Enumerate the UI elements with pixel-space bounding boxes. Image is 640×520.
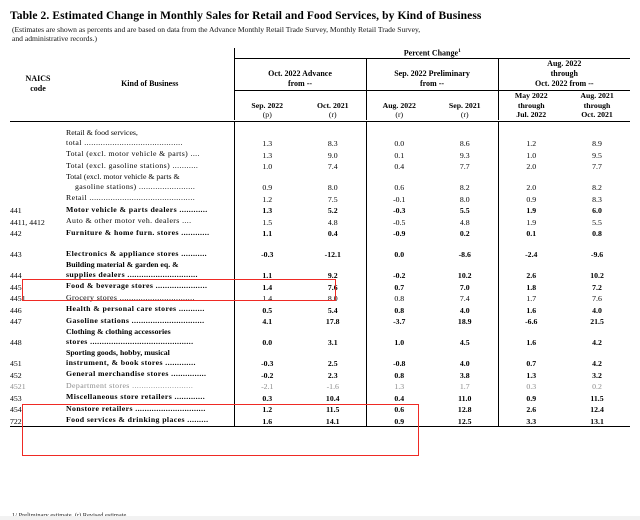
column-header-oct-2021: Oct. 2021 (r) bbox=[316, 100, 349, 120]
table-row: 442 Furniture & home furn. stores ............ 1.1 0.4 -0.9 0.2 0.1 0.8 bbox=[10, 227, 602, 238]
page-title: Table 2. Estimated Change in Monthly Sales for Retail and Food Services, by Kind of Business bbox=[10, 10, 482, 22]
table-body bbox=[10, 127, 630, 429]
table-row: 722 Food services & drinking places ......... 1.6 14.1 0.9 12.5 3.3 13.1 bbox=[10, 415, 604, 426]
subtitle-line-1: (Estimates are shown as percents and are based on data from the Advance Monthly Retail Trade Survey, Monthly Retail Trade Survey, bbox=[12, 25, 421, 34]
column-header-aug-2022: Aug. 2022 (r) bbox=[366, 90, 432, 120]
table-row: 443 Electronics & appliance stores ........... -0.3 -12.1 0.0 -8.6 -2.4 -9.6 bbox=[10, 238, 630, 259]
column-header-sep-2022: Sep. 2022 (p) bbox=[234, 90, 300, 120]
kind-of-business-header: Kind of Business bbox=[121, 79, 179, 89]
table-bottom-rule bbox=[10, 426, 630, 429]
percent-change-footnote-marker: 1 bbox=[458, 47, 461, 54]
table-row: 4451 Grocery stores ................................ 1.4 8.0 0.8 7.4 1.7 7.6 bbox=[10, 292, 602, 303]
column-header-may-2022-through-jul-2022: May 2022 through Jul. 2022 bbox=[498, 90, 564, 120]
table-row: 448 Clothing & clothing accessories stores ............................................ 0.0 3.1 1.0 4.5 1.6 4.2 bbox=[10, 326, 602, 347]
table-row: Total (excl. motor vehicle & parts) .... 1.3 9.0 0.1 9.3 1.0 9.5 bbox=[66, 149, 602, 160]
naics-code-header: NAICS code bbox=[25, 73, 51, 93]
table-row: 444 Building material & garden eq. & supplies dealers .............................. 1.1 9.2 -0.2 10.2 2.6 10.2 bbox=[10, 259, 604, 280]
table-row: 4411, 4412 Auto & other motor veh. dealers .... 1.5 4.8 -0.5 4.8 1.9 5.5 bbox=[10, 216, 602, 227]
table-row: 4521 Department stores .......................... -2.1 -1.6 1.3 1.7 0.3 0.2 bbox=[10, 380, 602, 391]
table-row: 453 Miscellaneous store retailers ............. 0.3 10.4 0.4 11.0 0.9 11.5 bbox=[10, 392, 604, 403]
table-bottom-rule-row bbox=[10, 426, 630, 429]
table-row: 454 Nonstore retailers .............................. 1.2 11.5 0.6 12.8 2.6 12.4 bbox=[10, 403, 604, 414]
page-subtitle bbox=[12, 25, 630, 44]
table-row: Total (excl. gasoline stations) ........... 1.0 7.4 0.4 7.7 2.0 7.7 bbox=[66, 160, 602, 171]
column-header-aug-2021-through-oct-2021: Aug. 2021 through Oct. 2021 bbox=[580, 90, 614, 120]
table-row: 446 Health & personal care stores ........... 0.5 5.4 0.8 4.0 1.6 4.0 bbox=[10, 304, 602, 315]
subtitle-line-2: and administrative records.) bbox=[12, 34, 97, 44]
table-row: 445 Food & beverage stores ...................... 1.4 7.6 0.7 7.0 1.8 7.2 bbox=[10, 281, 602, 292]
column-header-sep-2021: Sep. 2021 (r) bbox=[448, 100, 481, 120]
table-row: 451 Sporting goods, hobby, musical instrument, & book stores ............. -0.3 2.5 -0.8 4.0 0.7 4.2 bbox=[10, 347, 602, 368]
table-row: Retail & food services, total .......................................... 1.3 8.3 0.0 8.6 1.2 8.9 bbox=[66, 127, 602, 148]
page-bottom-shadow bbox=[0, 516, 640, 520]
table-row: 447 Gasoline stations ............................... 4.1 17.8 -3.7 18.9 -6.6 21.5 bbox=[10, 315, 604, 326]
group-header-sep-2022-preliminary: Sep. 2022 Preliminary from -- bbox=[366, 58, 498, 90]
table-row: Total (excl. motor vehicle & parts & gasoline stations) ........................ 0.9 8.0 0.6 8.2 2.0 8.2 bbox=[66, 171, 602, 192]
percent-change-header: Percent Change$^1$ bbox=[234, 48, 630, 58]
group-header-oct-2022-advance: Oct. 2022 Advance from -- bbox=[234, 58, 366, 90]
table-row: Retail ............................................. 1.2 7.5 -0.1 8.0 0.9 8.3 bbox=[66, 193, 602, 204]
table-row: 452 General merchandise stores ............... -0.2 2.3 0.8 3.8 1.3 3.2 bbox=[10, 369, 602, 380]
sales-change-table bbox=[10, 48, 630, 429]
table-header-percent-change bbox=[10, 48, 630, 58]
table-row: 441 Motor vehicle & parts dealers ............ 1.3 5.2 -0.3 5.5 1.9 6.0 bbox=[10, 204, 602, 215]
group-header-aug-2022-through-oct-2022: Aug. 2022 through Oct. 2022 from -- bbox=[498, 58, 630, 90]
